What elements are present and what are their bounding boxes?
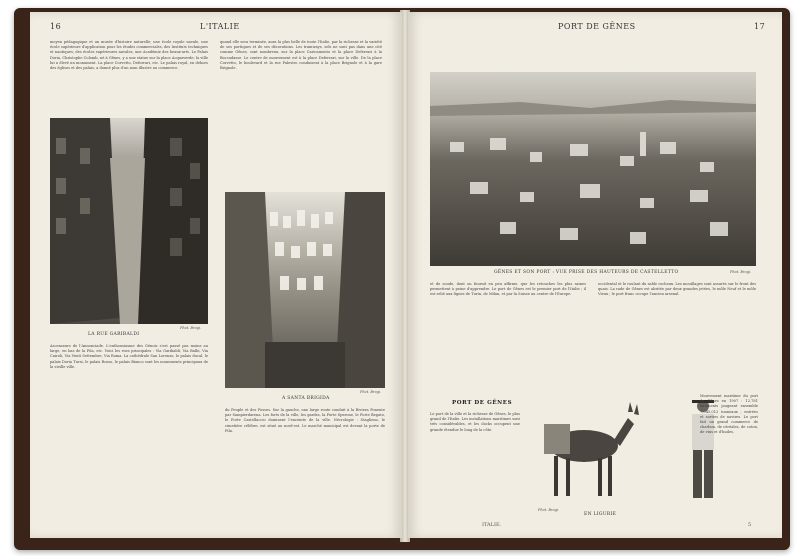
- photo-santa-brigida: [225, 192, 385, 388]
- left-running-title: L'ITALIE: [200, 22, 240, 31]
- donkey-credit: Phot. Brogi.: [538, 508, 560, 512]
- photo-donkey: [524, 396, 664, 506]
- section-text: Le port de la ville et la richesse de Gênes, le plus grand de l'Italie. Les installations maritimes sont très considérables, et les docks occupent une grande étendue le long de la côte.: [430, 412, 520, 432]
- right-sidebar-text: Mouvement maritime du port de Gênes en 1907 : 12,781 bâtiments jaugeant ensemble 7,045,012 tonneaux ; entrées et sorties de navires. Le port fait un grand commerce de charbon, de céréales, de coton, de vins et d'huiles.: [700, 394, 758, 435]
- footer-right: 5: [748, 522, 752, 528]
- photo2-caption: A SANTA BRIGIDA: [282, 396, 330, 401]
- left-body-bottom: du Peuple et des Fosses. Sur la gauche, une large route conduit à la Riviera Ponente par Sampierdarena. Les forts de la ville, les gardes, la Forte Sperone, le Forte Begato, le Forte Castellaccio dominent l'enceinte de la ville. Nécrologie : Staglieno, le cimetière célèbre, est situé au nord-est. Le marché municipal est devant la porte de Pila.: [225, 408, 385, 433]
- right-running-title: PORT DE GÊNES: [558, 22, 636, 31]
- left-page-number: 16: [50, 22, 62, 31]
- photo2-credit: Phot. Brogi.: [360, 390, 382, 394]
- footer-left: ITALIE.: [482, 522, 502, 528]
- panorama-credit: Phot. Brogi.: [730, 270, 752, 274]
- section-title: PORT DE GÊNES: [452, 400, 513, 406]
- photo-genoa-panorama: [430, 72, 756, 266]
- left-body-mid: Ascenseurs de l'Annonciade. L'enthousiasme des Génois s'est passé pas moins au large, en bas de la Pila, etc. Voici les rues principales : Via Garibaldi, Via Balbi, Via Cairoli, Via Venti Settembre, Via Roma. La cathédrale San Lorenzo, le palais ducal, le palais Doria Tursi, le palais Rosso, le palais Bianco sont les monuments principaux de la vieille ville.: [50, 344, 208, 369]
- donkey-caption: EN LIGURIE: [584, 512, 617, 517]
- left-body-top-right: quand elle sera terminée, aura la plus belle de toute l'Italie, par la richesse et la variété de ses portiques et de ses décorations. Les tramways, sels ne sont pas dans une cité comme Gênes, sont nombreux, sur la place Caricamento et la place Deferrari à la Boccadasse. Le centre de mouvement est à la place Deferrari, sur la ville. De la place Corvetto, le boulevard et la rue Palestro conduisent à la place Brignole et à la gare Brignole.: [220, 40, 382, 71]
- photo1-credit: Phot. Brogi.: [180, 326, 202, 330]
- panorama-caption: GÊNES ET SON PORT : VUE PRISE DES HAUTEURS DE CASTELLETTO: [494, 270, 679, 275]
- left-page: [30, 12, 402, 538]
- right-body-col1: et de soude, dont on fournit en peu affirme, que les retouches les plus saines permettent à peine d'apprendre. Le port de Gênes est le premier port de l'Italie ; il est relié aux lignes de Turin, de Milan, et par la Suisse au centre de l'Europe.: [430, 282, 586, 297]
- photo-rue-garibaldi: [50, 118, 208, 324]
- photo1-caption: LA RUE GARIBALDI: [88, 332, 140, 337]
- right-body-col2: occidental et le roulant du sable rocheux. Les mouillages sont assurés sur le front des quais. La rade de Gênes est abritée par deux grandes jetées, le môle Neuf et le môle Vieux ; le port franc occupe l'ancien arsenal.: [598, 282, 756, 297]
- left-body-top: moyen pédagogique et un musée d'histoire naturelle; une école royale navale, une école supérieure d'application pour les études commerciales, des Instituts techniques et nautiques; des écoles supérieures navales, une Académie des beaux-arts. Le Palais Doria, Christophe Colomb, né à Gênes, y a une statue sur la place Acquaverde; la ville lui a élevé un monument. La place Corvetto, Deferrari, etc. Le palais royal, en dehors des églises et des palais, a donné plus d'un nom illustre au commerce.: [50, 40, 208, 71]
- right-page: [408, 12, 782, 538]
- right-page-number: 17: [754, 22, 766, 31]
